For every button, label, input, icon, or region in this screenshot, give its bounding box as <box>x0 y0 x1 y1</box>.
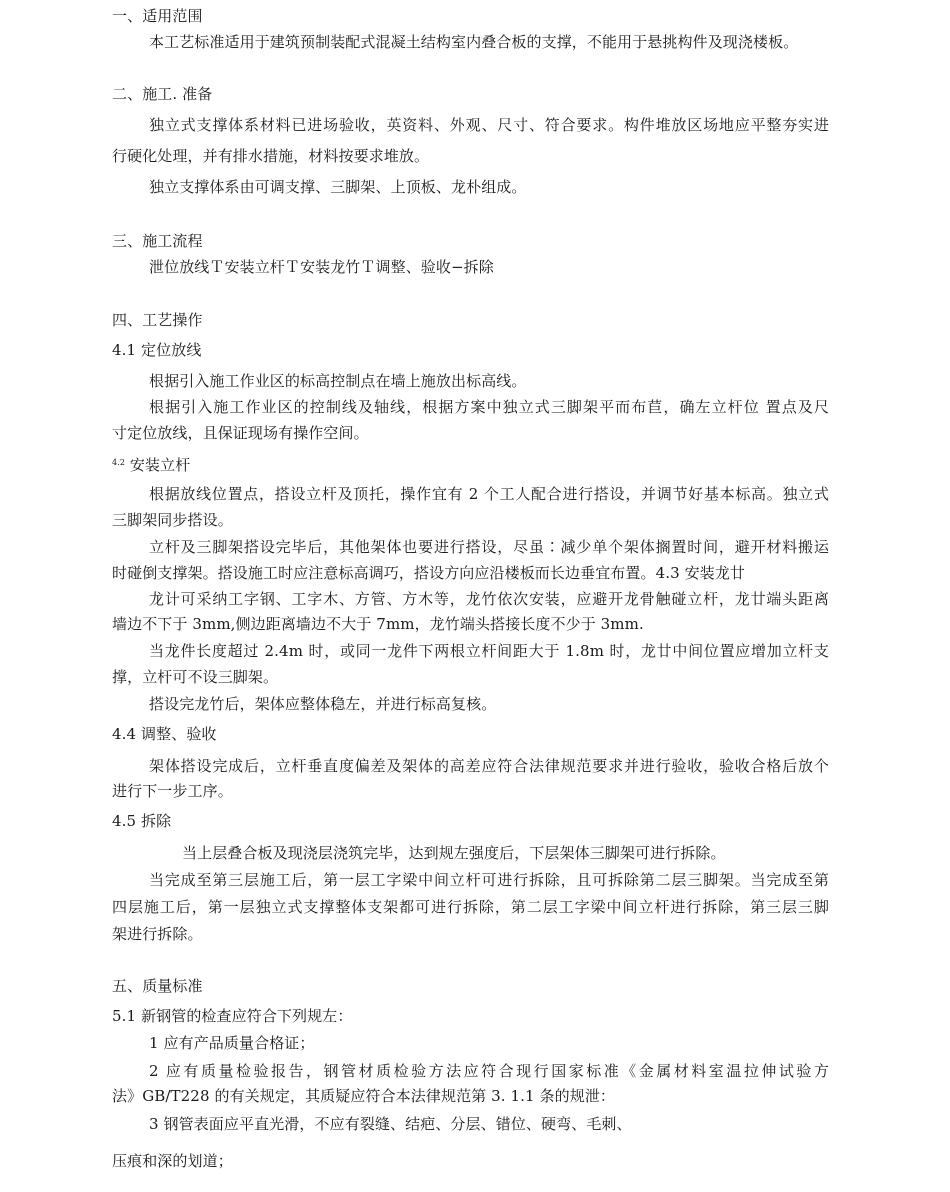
paragraph-line: 行硬化处理，并有排水措施，材料按要求堆放。 <box>112 147 430 165</box>
section-heading-quality: 五、质量标准 <box>112 977 203 995</box>
list-item-line: 法》GB/T228 的有关规定，其质疑应符合本法律规范第 3. 1.1 条的规泄： <box>112 1087 616 1105</box>
section-heading-process: 三、施工流程 <box>112 232 203 250</box>
paragraph-line: 根据放线位置点，搭设立杆及顶托，操作宜有 2 个工人配合进行搭设，并调节好基本标高。独立式 <box>149 485 829 503</box>
subheading-text: 安装立杆 <box>129 456 191 474</box>
paragraph-line: 架进行拆除。 <box>112 925 203 943</box>
subheading-4-2 <box>112 453 829 475</box>
paragraph-line: 根据引入施工作业区的控制线及轴线，根据方案中独立式三脚架平而布苣，确左立杆位 置点及尺 <box>149 398 829 416</box>
section-heading-operation: 四、工艺操作 <box>112 311 203 329</box>
section-heading-preparation: 二、施工. 准备 <box>112 85 213 103</box>
paragraph-line: 撑，立杆可不设三脚架。 <box>112 668 279 686</box>
subheading-5-1: 5.1 新钢管的检查应符合下列规左： <box>112 1007 353 1025</box>
paragraph: 当上层叠合板及现浇层浇筑完毕，达到规左强度后，下层架体三脚架可进行拆除。 <box>182 844 726 862</box>
paragraph-line: 三脚架同步搭设。 <box>112 511 233 529</box>
paragraph-line: 独立式支撑体系材料已进场验收，英资料、外观、尺寸、符合要求。构件堆放区场地应平整夯实进 <box>149 116 829 134</box>
paragraph-line: 寸定位放线，且保证现场有操作空间。 <box>112 424 369 442</box>
subheading-4-5: 4.5 拆除 <box>112 812 172 830</box>
paragraph-line: 墙边不下于 3mm,侧边距离墙边不大于 7mm，龙竹端头搭接长度不少于 3mm. <box>112 615 644 633</box>
paragraph-line: 四层施工后，第一层独立式支撑整体支架都可进行拆除，第二层工字梁中间立杆进行拆除，第三层三脚 <box>112 898 829 916</box>
paragraph: 本工艺标准适用于建筑预制装配式混凝土结构室内叠合板的支撑，不能用于悬挑构件及现浇楼板。 <box>149 33 799 51</box>
section-heading-scope: 一、适用范围 <box>112 7 203 25</box>
process-flow: 泄位放线Ｔ安装立杆Ｔ安装龙竹Ｔ调整、验收−拆除 <box>149 258 494 276</box>
paragraph-line: 时碰倒支撑架。搭设施工时应注意标高调巧，搭设方向应沿楼板而长边垂宜布置。4.3 安装龙廿 <box>112 564 746 582</box>
subheading-4-4: 4.4 调整、验收 <box>112 725 217 743</box>
paragraph-line: 当完成至第三层施工后，第一层工字梁中间立杆可进行拆除，且可拆除第二层三脚架。当完成至第 <box>149 871 829 889</box>
list-item-line: 压痕和深的划道； <box>112 1152 233 1170</box>
paragraph: 搭设完龙竹后，架体应整体稳左，并进行标高复核。 <box>149 695 497 713</box>
subheading-number: 4.2 <box>112 458 126 467</box>
paragraph-line: 立杆及三脚架搭设完毕后，其他架体也要进行搭设，尽虽∶减少单个架体搁置时间，避开材料搬运 <box>149 538 829 556</box>
list-item: 1 应有产品质量合格证； <box>149 1034 315 1052</box>
list-item-line: 3 钢管表面应平直光滑，不应有裂缝、结疤、分层、错位、硬弯、毛刺、 <box>149 1115 632 1133</box>
paragraph: 独立支撑体系由可调支撑、三脚架、上顶板、龙朴组成。 <box>149 178 527 196</box>
subheading-4-1: 4.1 定位放线 <box>112 341 202 359</box>
paragraph-line: 进行下一步工序。 <box>112 782 233 800</box>
paragraph-line: 龙计可采纳工字钢、工字木、方管、方木等，龙竹依次安装，应避开龙骨触碰立杆，龙廿端头距离 <box>149 590 829 608</box>
list-item-line: 2 应有质量检验报告，钢管材质检验方法应符合现行国家标准《金属材料室温拉伸试验方 <box>149 1062 829 1080</box>
paragraph-line: 当龙件长度超过 2.4m 时，或同一龙件下两根立杆间距大于 1.8m 时，龙廿中间位置应增加立杆支 <box>149 642 829 660</box>
paragraph: 根据引入施工作业区的标高控制点在墙上施放出标高线。 <box>149 372 527 390</box>
paragraph-line: 架体搭设完成后，立杆垂直度偏差及架体的高差应符合法律规范要求并进行验收，验收合格后放个 <box>149 757 829 775</box>
